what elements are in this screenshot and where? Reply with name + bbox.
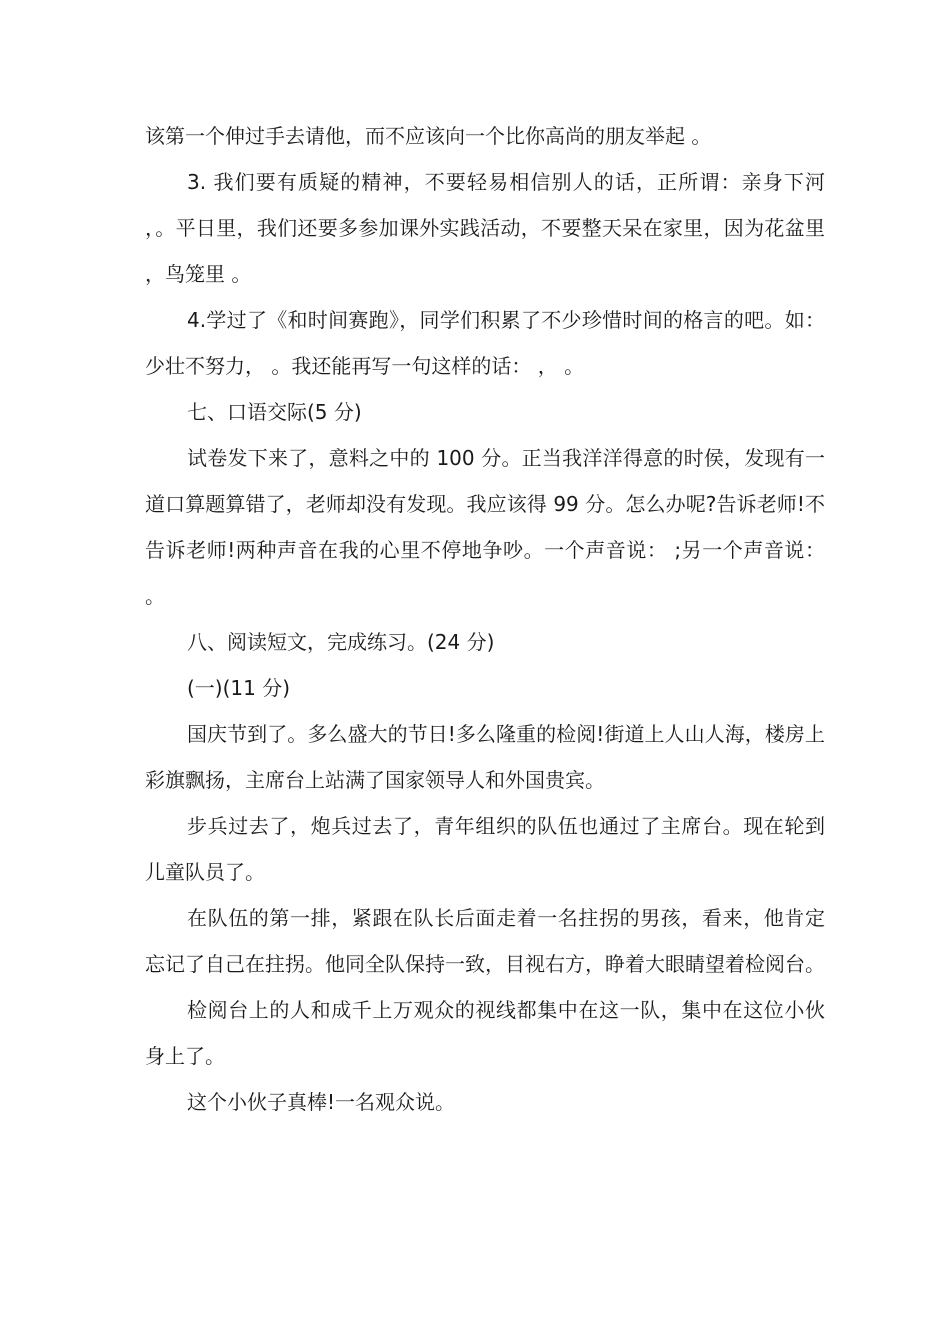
reading-paragraph-4: 检阅台上的人和成千上万观众的视线都集中在这一队，集中在这位小伙身上了。 (145, 998, 825, 1068)
subsection-heading-part-1: (一)(11 分) (187, 676, 291, 700)
paragraph-oral-communication: 试卷发下来了，意料之中的 100 分。正当我洋洋得意的时侯，发现有一道口算题算错了，老师却没有发现。我应该得 99 分。怎么办呢?告诉老师!不告诉老师!两种声音在我的心里不停地争吵。一个声音说： ;另一个声音说： 。 (145, 446, 825, 608)
document-body (145, 113, 825, 1125)
paragraph-question-4: 4.学过了《和时间赛跑》，同学们积累了不少珍惜时间的格言的吧。如：少壮不努力， 。我还能再写一句这样的话： ， 。 (145, 308, 825, 378)
section-heading-reading: 八、阅读短文，完成练习。(24 分) (187, 630, 495, 654)
reading-paragraph-2: 步兵过去了，炮兵过去了，青年组织的队伍也通过了主席台。现在轮到儿童队员了。 (145, 814, 825, 884)
reading-paragraph-5: 这个小伙子真棒!一名观众说。 (187, 1090, 456, 1114)
reading-paragraph-3: 在队伍的第一排，紧跟在队长后面走着一名拄拐的男孩，看来，他肯定忘记了自己在拄拐。他同全队保持一致，目视右方，睁着大眼睛望着检阅台。 (145, 906, 825, 976)
reading-paragraph-1: 国庆节到了。多么盛大的节日!多么隆重的检阅!街道上人山人海，楼房上彩旗飘扬，主席台上站满了国家领导人和外国贵宾。 (145, 722, 825, 792)
section-heading-oral-communication: 七、口语交际(5 分) (187, 400, 362, 424)
paragraph-continuation: 该第一个伸过手去请他，而不应该向一个比你高尚的朋友举起 。 (145, 124, 712, 148)
paragraph-question-3: 3. 我们要有质疑的精神，不要轻易相信别人的话，正所谓：亲身下河 ，。平日里，我们还要多参加课外实践活动，不要整天呆在家里，因为花盆里 ，鸟笼里 。 (145, 170, 825, 286)
